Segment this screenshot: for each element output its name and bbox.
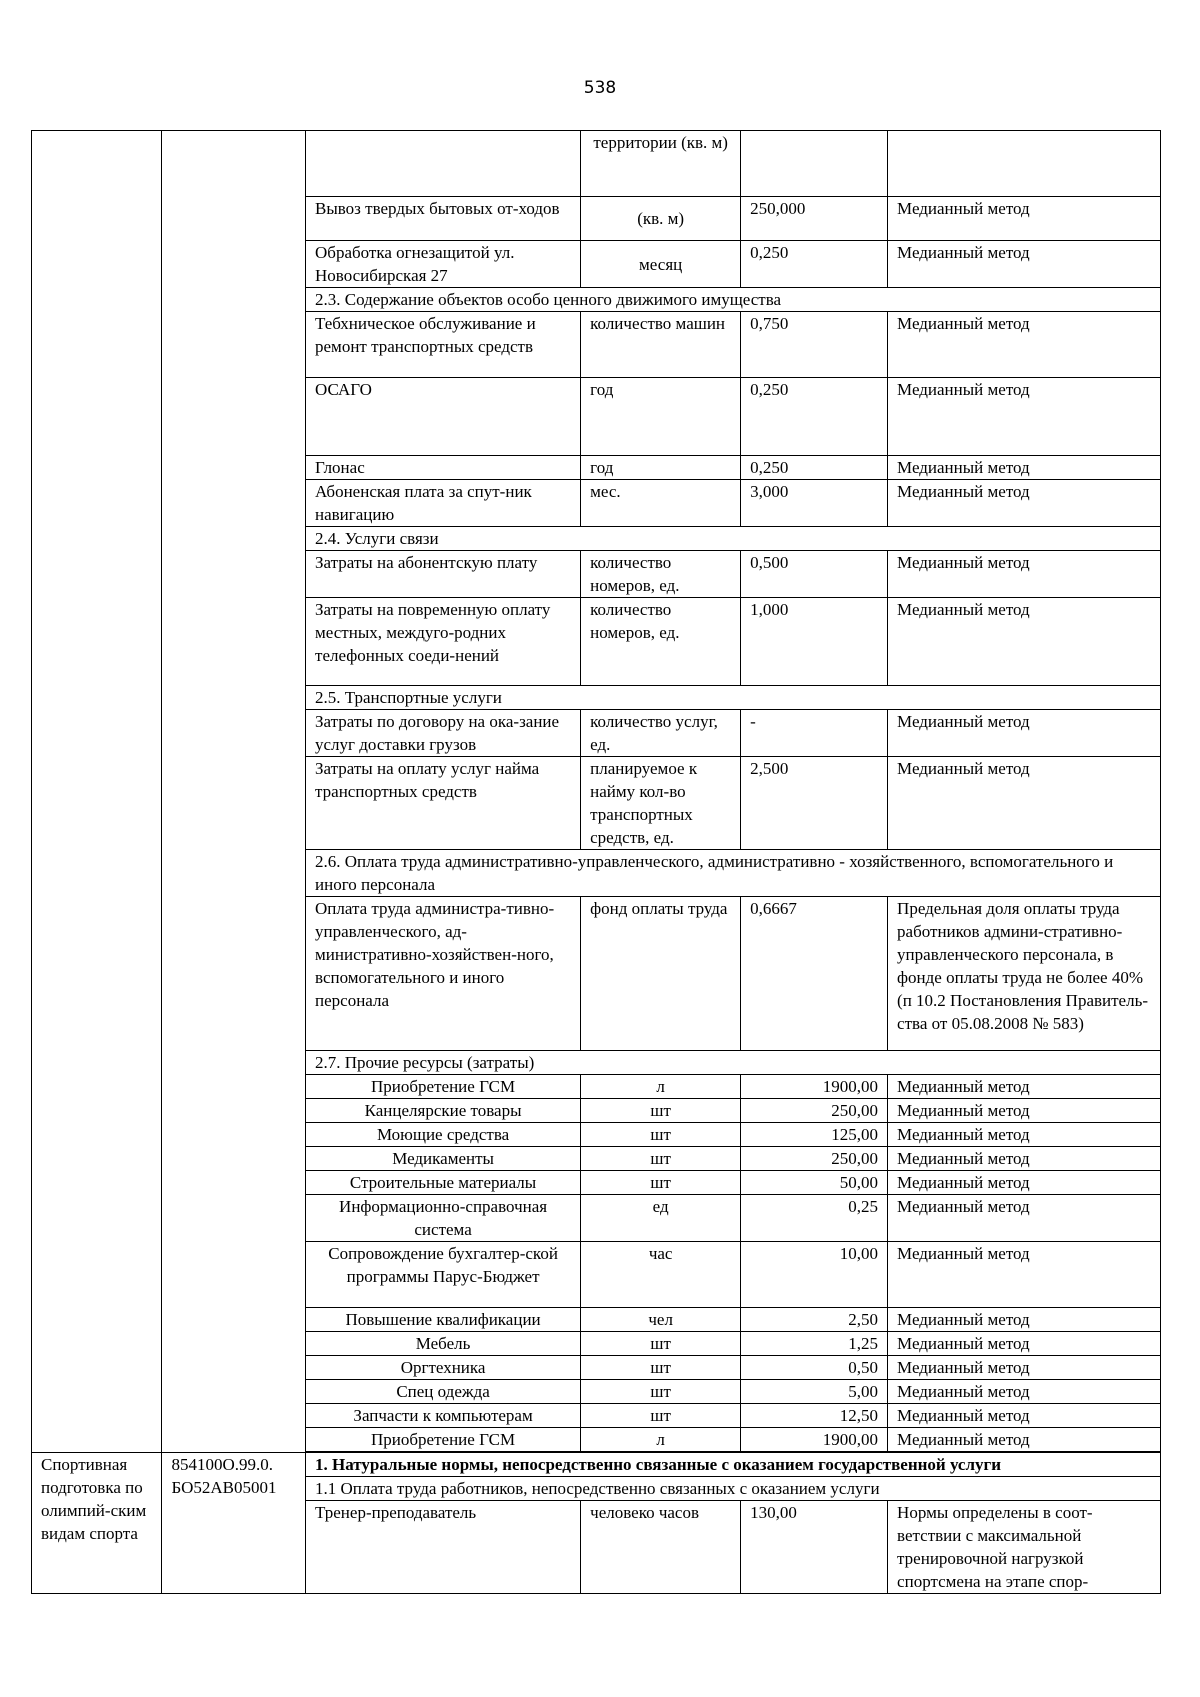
norm-method: Медианный метод bbox=[888, 1099, 1161, 1123]
norm-value: 250,00 bbox=[741, 1147, 888, 1171]
norm-unit: количество номеров, ед. bbox=[581, 598, 741, 686]
norm-method: Медианный метод bbox=[888, 480, 1161, 527]
norm-value: 250,000 bbox=[741, 197, 888, 241]
service-name: Спортивная подготовка по олимпий-ским видам спорта bbox=[32, 1453, 162, 1594]
norm-name: Вывоз твердых бытовых от-ходов bbox=[306, 197, 581, 241]
norm-method: Предельная доля оплаты труда работников админи-стративно-управленческого персонала, в фонде оплаты труда не более 40% (п 10.2 Постановления Правитель-ства от 05.08.2008 № 583) bbox=[888, 897, 1161, 1051]
section-title: 2.5. Транспортные услуги bbox=[306, 686, 1161, 710]
norm-method: Медианный метод bbox=[888, 1428, 1161, 1452]
norm-name: Спец одежда bbox=[306, 1380, 581, 1404]
norm-value: 10,00 bbox=[741, 1242, 888, 1308]
norm-method: Медианный метод bbox=[888, 710, 1161, 757]
norm-value: 2,50 bbox=[741, 1308, 888, 1332]
norm-unit: человеко часов bbox=[581, 1501, 741, 1594]
norm-method: Медианный метод bbox=[888, 1171, 1161, 1195]
norm-unit: шт bbox=[581, 1332, 741, 1356]
norm-method: Медианный метод bbox=[888, 1075, 1161, 1099]
norm-method: Медианный метод bbox=[888, 1195, 1161, 1242]
norm-unit: (кв. м) bbox=[581, 197, 741, 241]
norm-method: Медианный метод bbox=[888, 378, 1161, 456]
norm-name: Канцелярские товары bbox=[306, 1099, 581, 1123]
norm-name: ОСАГО bbox=[306, 378, 581, 456]
norm-method: Медианный метод bbox=[888, 598, 1161, 686]
norm-unit: год bbox=[581, 456, 741, 480]
norm-unit: количество услуг, ед. bbox=[581, 710, 741, 757]
norm-unit: территории (кв. м) bbox=[581, 131, 741, 197]
norm-method: Медианный метод bbox=[888, 1356, 1161, 1380]
norm-name: Затраты на абонентскую плату bbox=[306, 551, 581, 598]
norm-unit: количество номеров, ед. bbox=[581, 551, 741, 598]
norm-method: Нормы определены в соот-ветствии с максимальной тренировочной нагрузкой спортсмена на этапе спор- bbox=[888, 1501, 1161, 1594]
norm-name: Сопровождение бухгалтер-ской программы Парус-Бюджет bbox=[306, 1242, 581, 1308]
service-code-cell bbox=[162, 131, 306, 1453]
section-title: 1.1 Оплата труда работников, непосредственно связанных с оказанием услуги bbox=[306, 1477, 1161, 1501]
norm-value: 3,000 bbox=[741, 480, 888, 527]
norm-name: Обработка огнезащитой ул. Новосибирская 27 bbox=[306, 241, 581, 288]
norm-name: Тебхническое обслуживание и ремонт транспортных средств bbox=[306, 312, 581, 378]
norm-value: 0,25 bbox=[741, 1195, 888, 1242]
service-name-cell bbox=[32, 131, 162, 1453]
page-number: 538 bbox=[583, 78, 617, 98]
norm-name: Затраты по договору на ока-зание услуг доставки грузов bbox=[306, 710, 581, 757]
section-title: 2.6. Оплата труда административно-управленческого, административно - хозяйственного, вспомогательного и иного персонала bbox=[306, 850, 1161, 897]
norm-unit: фонд оплаты труда bbox=[581, 897, 741, 1051]
norm-method: Медианный метод bbox=[888, 1147, 1161, 1171]
norm-value: 5,00 bbox=[741, 1380, 888, 1404]
norm-value: 0,750 bbox=[741, 312, 888, 378]
norm-unit: л bbox=[581, 1428, 741, 1452]
norm-value bbox=[741, 131, 888, 197]
norm-value: 0,500 bbox=[741, 551, 888, 598]
norm-value: - bbox=[741, 710, 888, 757]
norm-unit: шт bbox=[581, 1380, 741, 1404]
norm-name: Затраты на повременную оплату местных, междуго-родних телефонных соеди-нений bbox=[306, 598, 581, 686]
norm-method: Медианный метод bbox=[888, 551, 1161, 598]
table-row bbox=[32, 1453, 1161, 1477]
norm-method: Медианный метод bbox=[888, 1242, 1161, 1308]
norm-unit: год bbox=[581, 378, 741, 456]
norm-unit: час bbox=[581, 1242, 741, 1308]
norm-value: 250,00 bbox=[741, 1099, 888, 1123]
norm-value: 1900,00 bbox=[741, 1428, 888, 1452]
norm-value: 1900,00 bbox=[741, 1075, 888, 1099]
norm-method: Медианный метод bbox=[888, 757, 1161, 850]
norm-value: 125,00 bbox=[741, 1123, 888, 1147]
norm-name: Оргтехника bbox=[306, 1356, 581, 1380]
norm-name bbox=[306, 131, 581, 197]
section-title: 1. Натуральные нормы, непосредственно связанные с оказанием государственной услуги bbox=[306, 1453, 1161, 1477]
norm-name: Мебель bbox=[306, 1332, 581, 1356]
norm-unit: месяц bbox=[581, 241, 741, 288]
norm-value: 0,250 bbox=[741, 241, 888, 288]
norm-value: 0,50 bbox=[741, 1356, 888, 1380]
norm-unit: количество машин bbox=[581, 312, 741, 378]
norm-method bbox=[888, 131, 1161, 197]
section-title: 2.4. Услуги связи bbox=[306, 527, 1161, 551]
norm-name: Медикаменты bbox=[306, 1147, 581, 1171]
norm-unit: ед bbox=[581, 1195, 741, 1242]
norm-name: Тренер-преподаватель bbox=[306, 1501, 581, 1594]
norm-value: 0,6667 bbox=[741, 897, 888, 1051]
norm-method: Медианный метод bbox=[888, 1404, 1161, 1428]
norm-method: Медианный метод bbox=[888, 312, 1161, 378]
norm-name: Приобретение ГСМ bbox=[306, 1075, 581, 1099]
section-title: 2.7. Прочие ресурсы (затраты) bbox=[306, 1051, 1161, 1075]
norm-method: Медианный метод bbox=[888, 456, 1161, 480]
norm-method: Медианный метод bbox=[888, 241, 1161, 288]
section-title: 2.3. Содержание объектов особо ценного движимого имущества bbox=[306, 288, 1161, 312]
norm-value: 1,000 bbox=[741, 598, 888, 686]
norm-name: Приобретение ГСМ bbox=[306, 1428, 581, 1452]
norm-unit: шт bbox=[581, 1171, 741, 1195]
norm-method: Медианный метод bbox=[888, 1123, 1161, 1147]
norm-name: Информационно-справочная система bbox=[306, 1195, 581, 1242]
norm-name: Глонас bbox=[306, 456, 581, 480]
norm-unit: чел bbox=[581, 1308, 741, 1332]
norms-table bbox=[31, 130, 1161, 1594]
norm-name: Оплата труда администра-тивно-управленческого, ад-министративно-хозяйствен-ного, вспомогательного и иного персонала bbox=[306, 897, 581, 1051]
norm-unit: мес. bbox=[581, 480, 741, 527]
norm-name: Затраты на оплату услуг найма транспортных средств bbox=[306, 757, 581, 850]
norm-name: Строительные материалы bbox=[306, 1171, 581, 1195]
norm-unit: шт bbox=[581, 1404, 741, 1428]
table-row bbox=[32, 131, 1161, 197]
norm-unit: л bbox=[581, 1075, 741, 1099]
norm-name: Абоненская плата за спут-ник навигацию bbox=[306, 480, 581, 527]
norm-method: Медианный метод bbox=[888, 197, 1161, 241]
service-code: 854100О.99.0. БО52АВ05001 bbox=[162, 1453, 306, 1594]
norm-unit: шт bbox=[581, 1123, 741, 1147]
norm-unit: шт bbox=[581, 1099, 741, 1123]
norm-value: 0,250 bbox=[741, 378, 888, 456]
norm-method: Медианный метод bbox=[888, 1332, 1161, 1356]
norm-name: Моющие средства bbox=[306, 1123, 581, 1147]
norm-value: 12,50 bbox=[741, 1404, 888, 1428]
norm-value: 0,250 bbox=[741, 456, 888, 480]
norm-method: Медианный метод bbox=[888, 1308, 1161, 1332]
norm-name: Запчасти к компьютерам bbox=[306, 1404, 581, 1428]
norm-name: Повышение квалификации bbox=[306, 1308, 581, 1332]
norm-value: 130,00 bbox=[741, 1501, 888, 1594]
norm-unit: планируемое к найму кол-во транспортных средств, ед. bbox=[581, 757, 741, 850]
norm-method: Медианный метод bbox=[888, 1380, 1161, 1404]
norm-unit: шт bbox=[581, 1147, 741, 1171]
norm-value: 1,25 bbox=[741, 1332, 888, 1356]
norm-value: 50,00 bbox=[741, 1171, 888, 1195]
norm-value: 2,500 bbox=[741, 757, 888, 850]
norm-unit: шт bbox=[581, 1356, 741, 1380]
